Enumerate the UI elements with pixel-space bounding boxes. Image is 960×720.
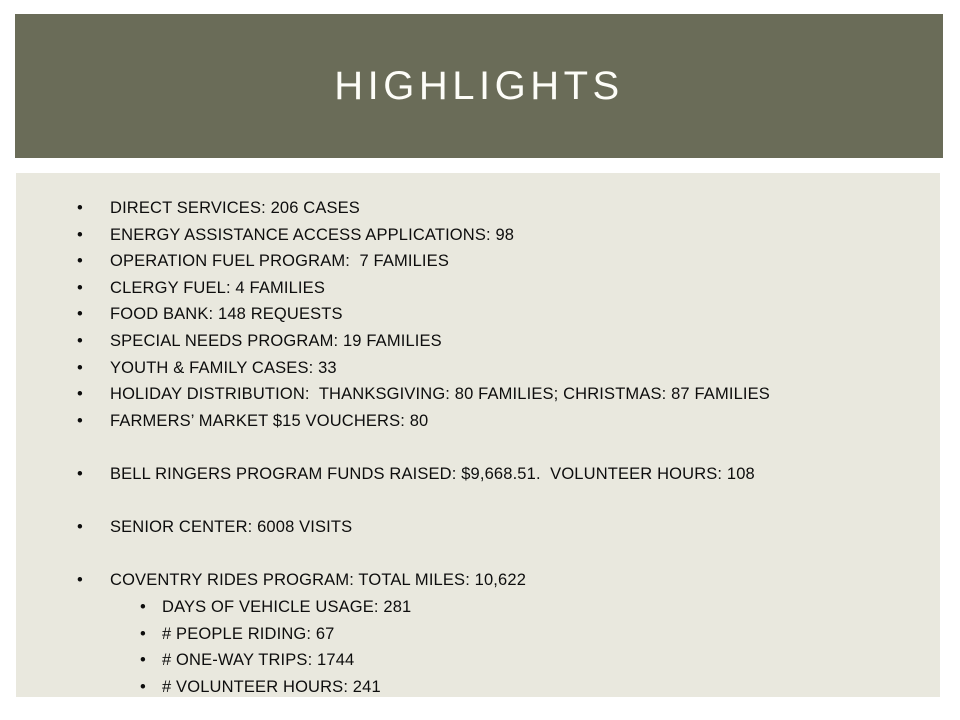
list-item: [16, 222, 940, 249]
bullet-point-icon: •: [77, 464, 83, 483]
list-item-label: ENERGY ASSISTANCE ACCESS APPLICATIONS: 98: [110, 225, 515, 244]
list-spacer: [16, 541, 940, 568]
bullet-point-icon: •: [140, 651, 146, 670]
list-item-label: DAYS OF VEHICLE USAGE: 281: [162, 597, 412, 616]
list-item-label: # VOLUNTEER HOURS: 241: [162, 677, 381, 696]
bullet-point-icon: •: [77, 385, 83, 404]
bullet-point-icon: •: [140, 624, 146, 643]
list-item: [16, 514, 940, 541]
bullet-point-icon: •: [77, 411, 83, 430]
bullet-point-icon: •: [77, 225, 83, 244]
list-item-label: SPECIAL NEEDS PROGRAM: 19 FAMILIES: [110, 331, 442, 350]
page-title: HIGHLIGHTS: [334, 64, 624, 108]
bullet-point-icon: •: [77, 518, 83, 537]
bullet-point-icon: •: [77, 252, 83, 271]
list-item-label: YOUTH & FAMILY CASES: 33: [110, 358, 337, 377]
slide-content-panel: [16, 173, 940, 697]
list-item: [16, 621, 940, 648]
bullet-point-icon: •: [140, 677, 146, 696]
list-item: [16, 195, 940, 222]
bullet-point-icon: •: [77, 305, 83, 324]
list-item-label: DIRECT SERVICES: 206 CASES: [110, 199, 360, 217]
list-item-label: CLERGY FUEL: 4 FAMILIES: [110, 278, 325, 297]
highlights-bullet-list: [16, 195, 940, 700]
list-item-label: OPERATION FUEL PROGRAM: 7 FAMILIES: [110, 252, 449, 271]
bullet-point-icon: •: [77, 571, 83, 590]
slide-title-band: [15, 14, 943, 158]
bullet-point-icon: •: [77, 278, 83, 297]
list-item: [16, 328, 940, 355]
list-item: [16, 594, 940, 621]
list-item: [16, 355, 940, 382]
list-item: [16, 408, 940, 435]
list-item-label: SENIOR CENTER: 6008 VISITS: [110, 518, 353, 537]
list-item: [16, 567, 940, 594]
list-item-label: FOOD BANK: 148 REQUESTS: [110, 305, 343, 324]
list-item: [16, 647, 940, 674]
bullet-point-icon: •: [140, 597, 146, 616]
list-spacer: [16, 488, 940, 515]
list-item: [16, 461, 940, 488]
list-item-label: BELL RINGERS PROGRAM FUNDS RAISED: $9,668.51. VOLUNTEER HOURS: 108: [110, 464, 755, 483]
list-item: [16, 381, 940, 408]
list-item-label: COVENTRY RIDES PROGRAM: TOTAL MILES: 10,622: [110, 571, 527, 590]
list-item: [16, 301, 940, 328]
list-item: [16, 248, 940, 275]
list-item-label: HOLIDAY DISTRIBUTION: THANKSGIVING: 80 FAMILIES; CHRISTMAS: 87 FAMILIES: [110, 385, 770, 404]
bullet-point-icon: •: [77, 199, 83, 217]
list-item-label: FARMERS’ MARKET $15 VOUCHERS: 80: [110, 411, 429, 430]
list-item-label: # ONE-WAY TRIPS: 1744: [162, 651, 355, 670]
bullet-point-icon: •: [77, 358, 83, 377]
list-spacer: [16, 434, 940, 461]
list-item-label: # PEOPLE RIDING: 67: [162, 624, 335, 643]
bullet-point-icon: •: [77, 331, 83, 350]
list-item: [16, 674, 940, 701]
list-item: [16, 275, 940, 302]
